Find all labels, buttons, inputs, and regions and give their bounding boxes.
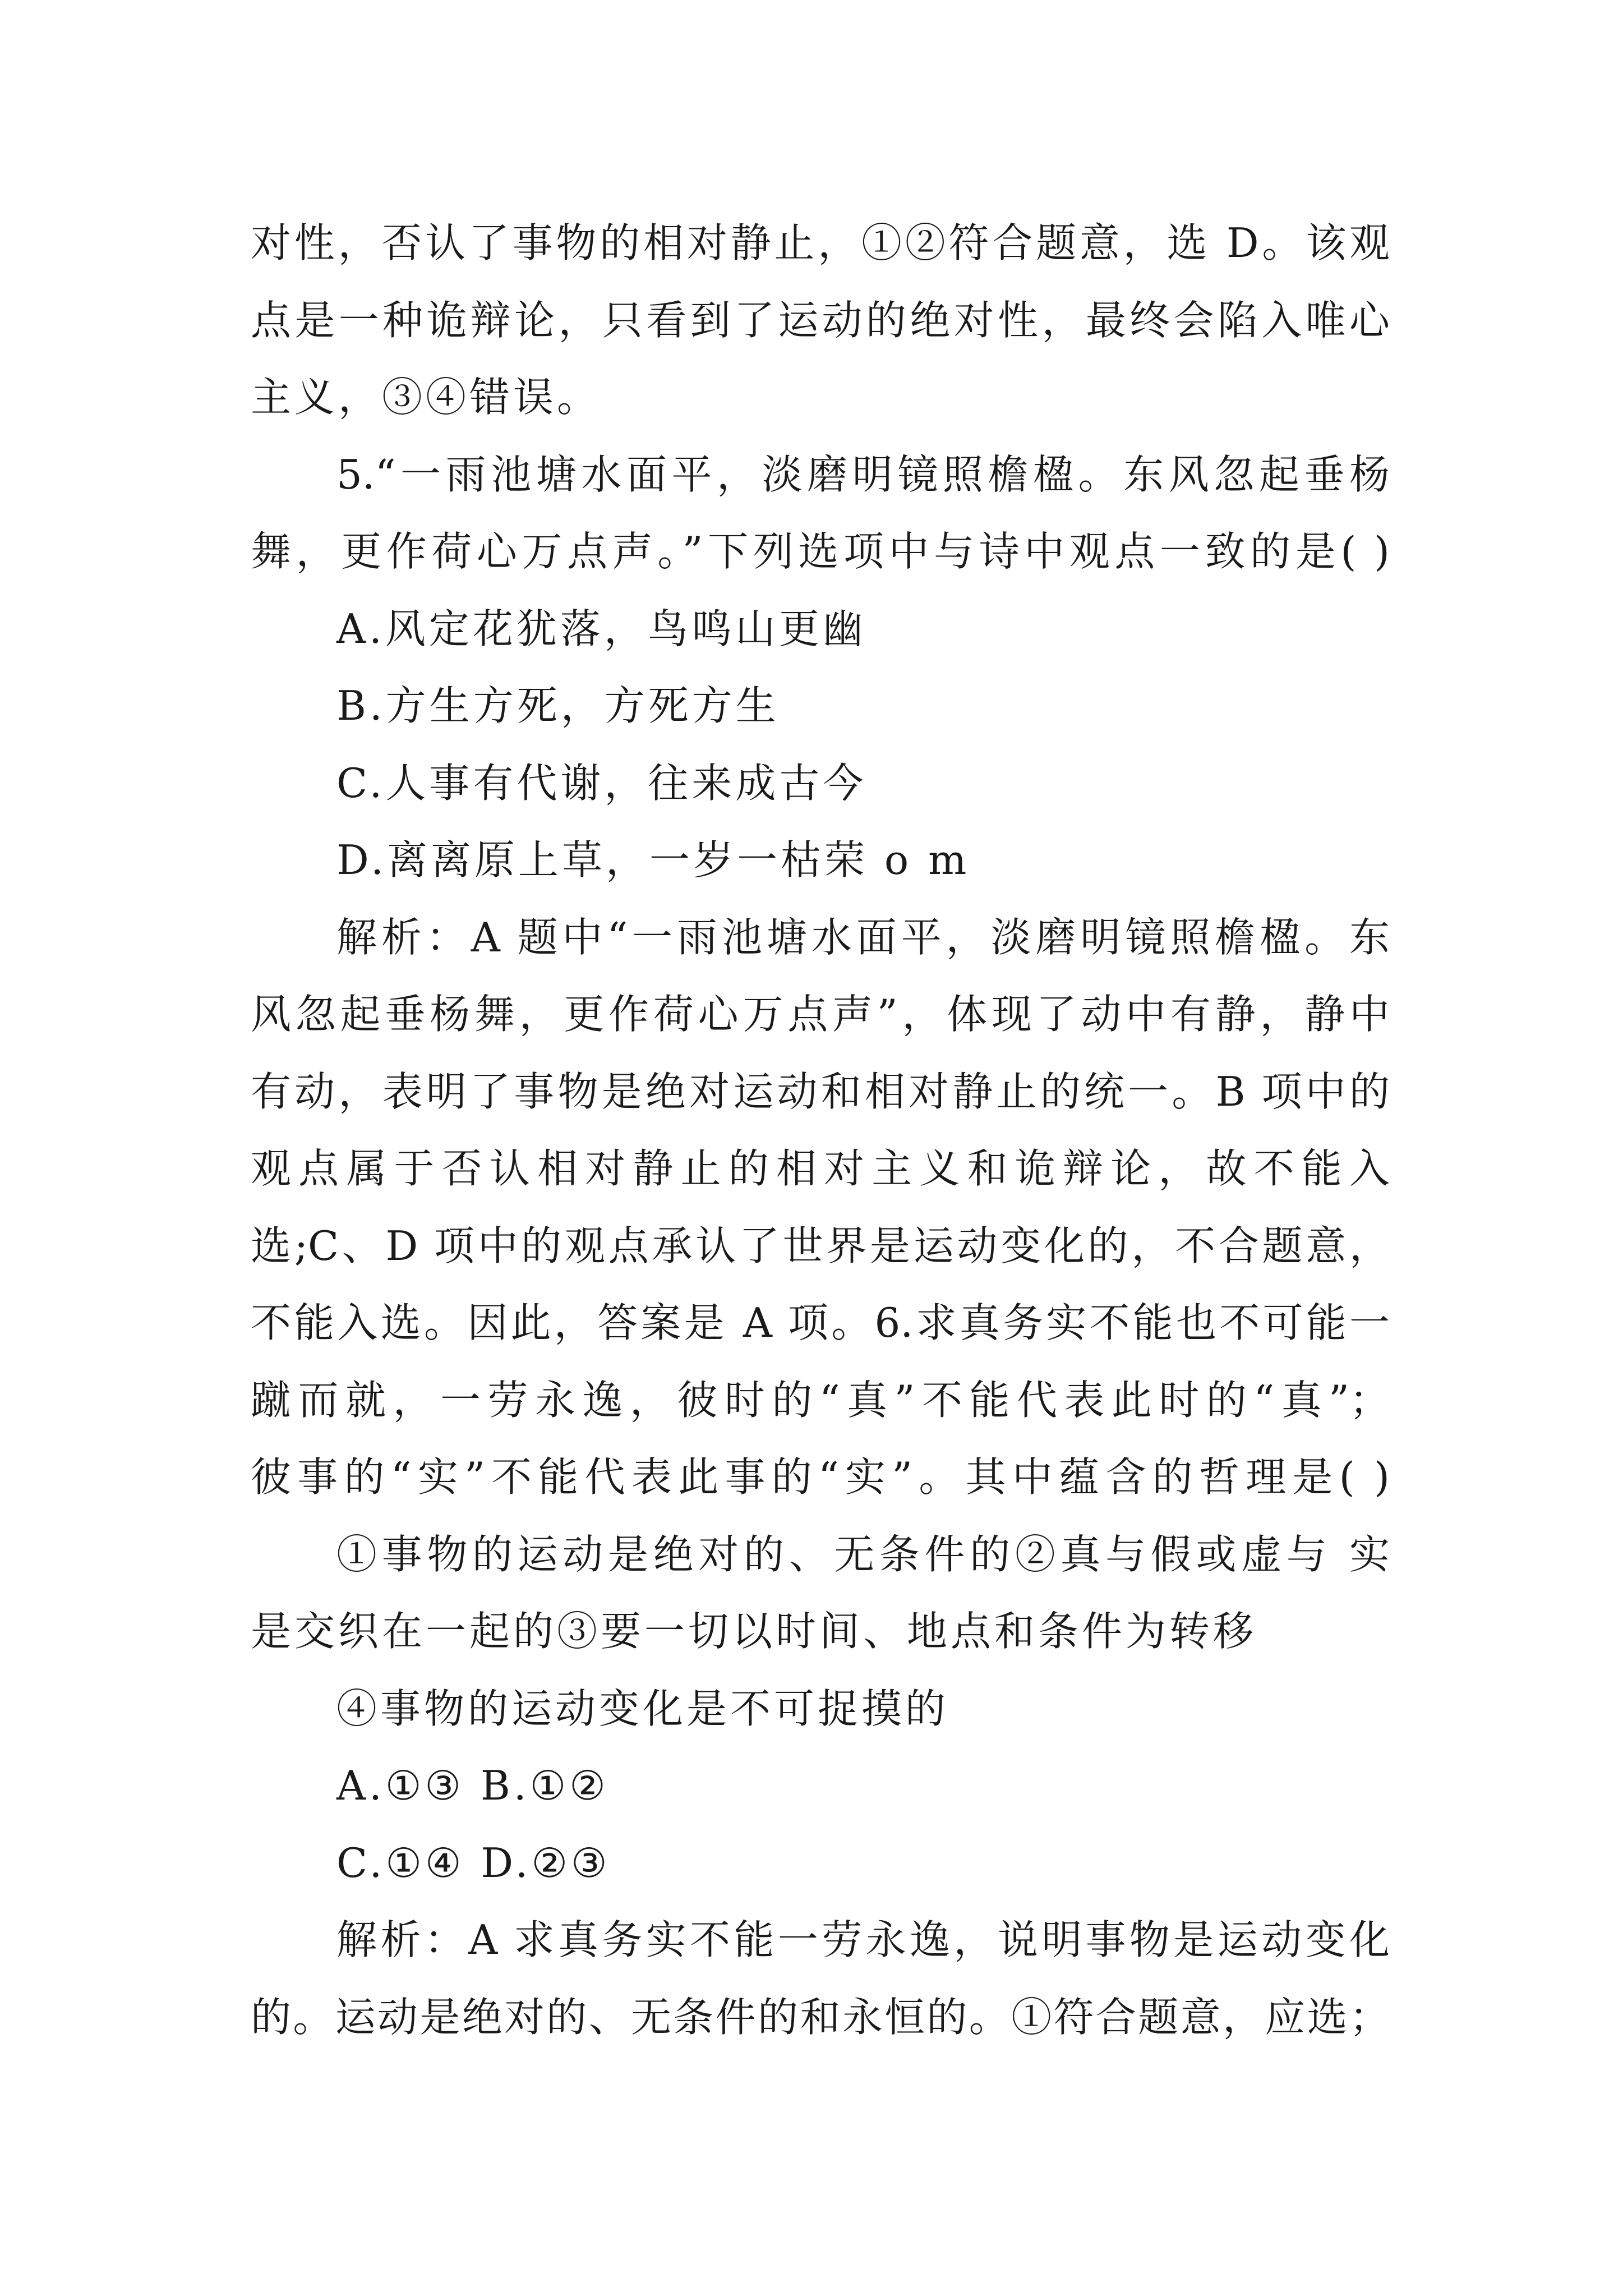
analysis-5-text-line: 选;C、D 项中的观点承认了世界是运动变化的，不合题意， xyxy=(251,1222,1390,1269)
question-5-stem-line: 5.“一雨池塘水面平，淡磨明镜照檐楹。东风忽起垂杨 xyxy=(336,450,1390,498)
question-5-option-b: B.方生方死，方死方生 xyxy=(336,682,780,729)
document-body xyxy=(251,205,1390,2056)
question-6-options-cd: C.①④ D.②③ xyxy=(336,1839,611,1887)
analysis-4-text-line: 对性，否认了事物的相对静止，①②符合题意，选 D。该观 xyxy=(251,219,1390,266)
question-6-options-ab: A.①③ B.①② xyxy=(336,1762,609,1809)
question-6-statement-line: 是交织在一起的③要一切以时间、地点和条件为转移 xyxy=(251,1608,1257,1655)
question-6-statement-line: ①事物的运动是绝对的、无条件的②真与假或虚与 实 xyxy=(336,1530,1390,1578)
question-6-statement-line: ④事物的运动变化是不可捉摸的 xyxy=(336,1685,949,1732)
analysis-6-text-line: 的。运动是绝对的、无条件的和永恒的。①符合题意，应选； xyxy=(251,1993,1390,2041)
analysis-4-text-line: 点是一种诡辩论，只看到了运动的绝对性，最终会陷入唯心 xyxy=(251,296,1390,344)
analysis-5-text-line: 观点属于否认相对静止的相对主义和诡辩论，故不能入 xyxy=(251,1145,1390,1192)
analysis-5-text-line: 风忽起垂杨舞，更作荷心万点声”，体现了动中有静，静中 xyxy=(251,991,1390,1038)
question-5-stem-line: 舞，更作荷心万点声。”下列选项中与诗中观点一致的是( ) xyxy=(251,528,1390,575)
analysis-4-text-line: 主义，③④错误。 xyxy=(251,374,601,421)
analysis-5-text-line: 有动，表明了事物是绝对运动和相对静止的统一。B 项中的 xyxy=(251,1068,1390,1115)
question-6-stem-line: 蹴而就，一劳永逸，彼时的“真”不能代表此时的“真”； xyxy=(251,1376,1390,1424)
analysis-5-text-line: 不能入选。因此，答案是 A 项。6.求真务实不能也不可能一 xyxy=(251,1299,1390,1346)
question-5-option-d: D.离离原上草，一岁一枯荣 o m xyxy=(336,836,970,884)
question-5-option-c: C.人事有代谢，往来成古今 xyxy=(336,759,867,807)
analysis-6-text-line: 解析：A 求真务实不能一劳永逸，说明事物是运动变化 xyxy=(336,1916,1390,1963)
analysis-5-text-line: 解析：A 题中“一雨池塘水面平，淡磨明镜照檐楹。东 xyxy=(336,913,1390,961)
question-5-option-a: A.风定花犹落，鸟鸣山更幽 xyxy=(336,605,866,652)
question-6-stem-line: 彼事的“实”不能代表此事的“实”。其中蕴含的哲理是( ) xyxy=(251,1453,1390,1501)
